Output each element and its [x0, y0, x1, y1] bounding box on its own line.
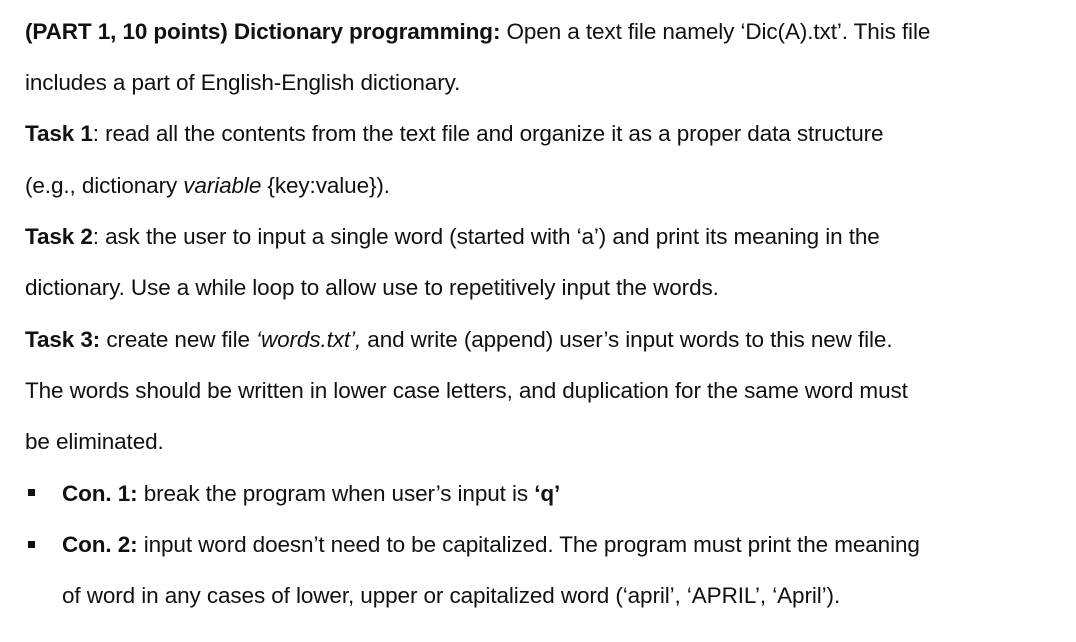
part-intro-continued: includes a part of English-English dictionary. [25, 70, 461, 95]
part-heading: (PART 1, 10 points) Dictionary programming: [25, 19, 501, 44]
condition-2-line-2 [62, 581, 840, 611]
task3-line-2 [25, 376, 908, 406]
task2-line-1 [25, 222, 880, 252]
part-intro-line-2 [25, 68, 460, 98]
task1-text-b2: variable [183, 173, 262, 198]
task3-text-a3: and write (append) user’s input words to this new file. [361, 327, 893, 352]
condition-2-line-1 [62, 530, 920, 560]
task3-text-a1: create new file [100, 327, 257, 352]
bullet-icon [28, 541, 35, 548]
task3-filename: ‘words.txt’, [256, 327, 362, 352]
condition-1-text: break the program when user’s input is [137, 481, 535, 506]
task3-text-b: The words should be written in lower case letters, and duplication for the same word must [25, 378, 908, 403]
condition-2-text-continued: of word in any cases of lower, upper or capitalized word (‘april’, ‘APRIL’, ‘April’). [62, 583, 841, 608]
condition-2-label: Con. 2: [62, 532, 138, 557]
part-intro: Open a text file namely ‘Dic(A).txt’. This file [500, 19, 931, 44]
task1-text-b3: {key:value}). [261, 173, 390, 198]
task1-label: Task 1 [25, 121, 93, 146]
task3-line-1 [25, 325, 893, 355]
condition-2-text: input word doesn’t need to be capitalized. The program must print the meaning [137, 532, 920, 557]
task3-label: Task 3: [25, 327, 101, 352]
task2-text-continued: dictionary. Use a while loop to allow use to repetitively input the words. [25, 275, 719, 300]
bullet-icon [28, 489, 35, 496]
task2-line-2 [25, 273, 719, 303]
task3-text-c: be eliminated. [25, 429, 164, 454]
task3-line-3 [25, 427, 164, 457]
task2-text: : ask the user to input a single word (started with ‘a’) and print its meaning in the [92, 224, 880, 249]
condition-1-line [62, 479, 560, 509]
condition-1-quit-key: ‘q’ [534, 481, 561, 506]
task1-text-b1: (e.g., dictionary [25, 173, 184, 198]
condition-1-label: Con. 1: [62, 481, 138, 506]
task1-line-2 [25, 171, 390, 201]
task1-line-1 [25, 119, 883, 149]
task1-text: : read all the contents from the text file and organize it as a proper data structure [92, 121, 884, 146]
task2-label: Task 2 [25, 224, 93, 249]
part-heading-line [25, 17, 930, 47]
